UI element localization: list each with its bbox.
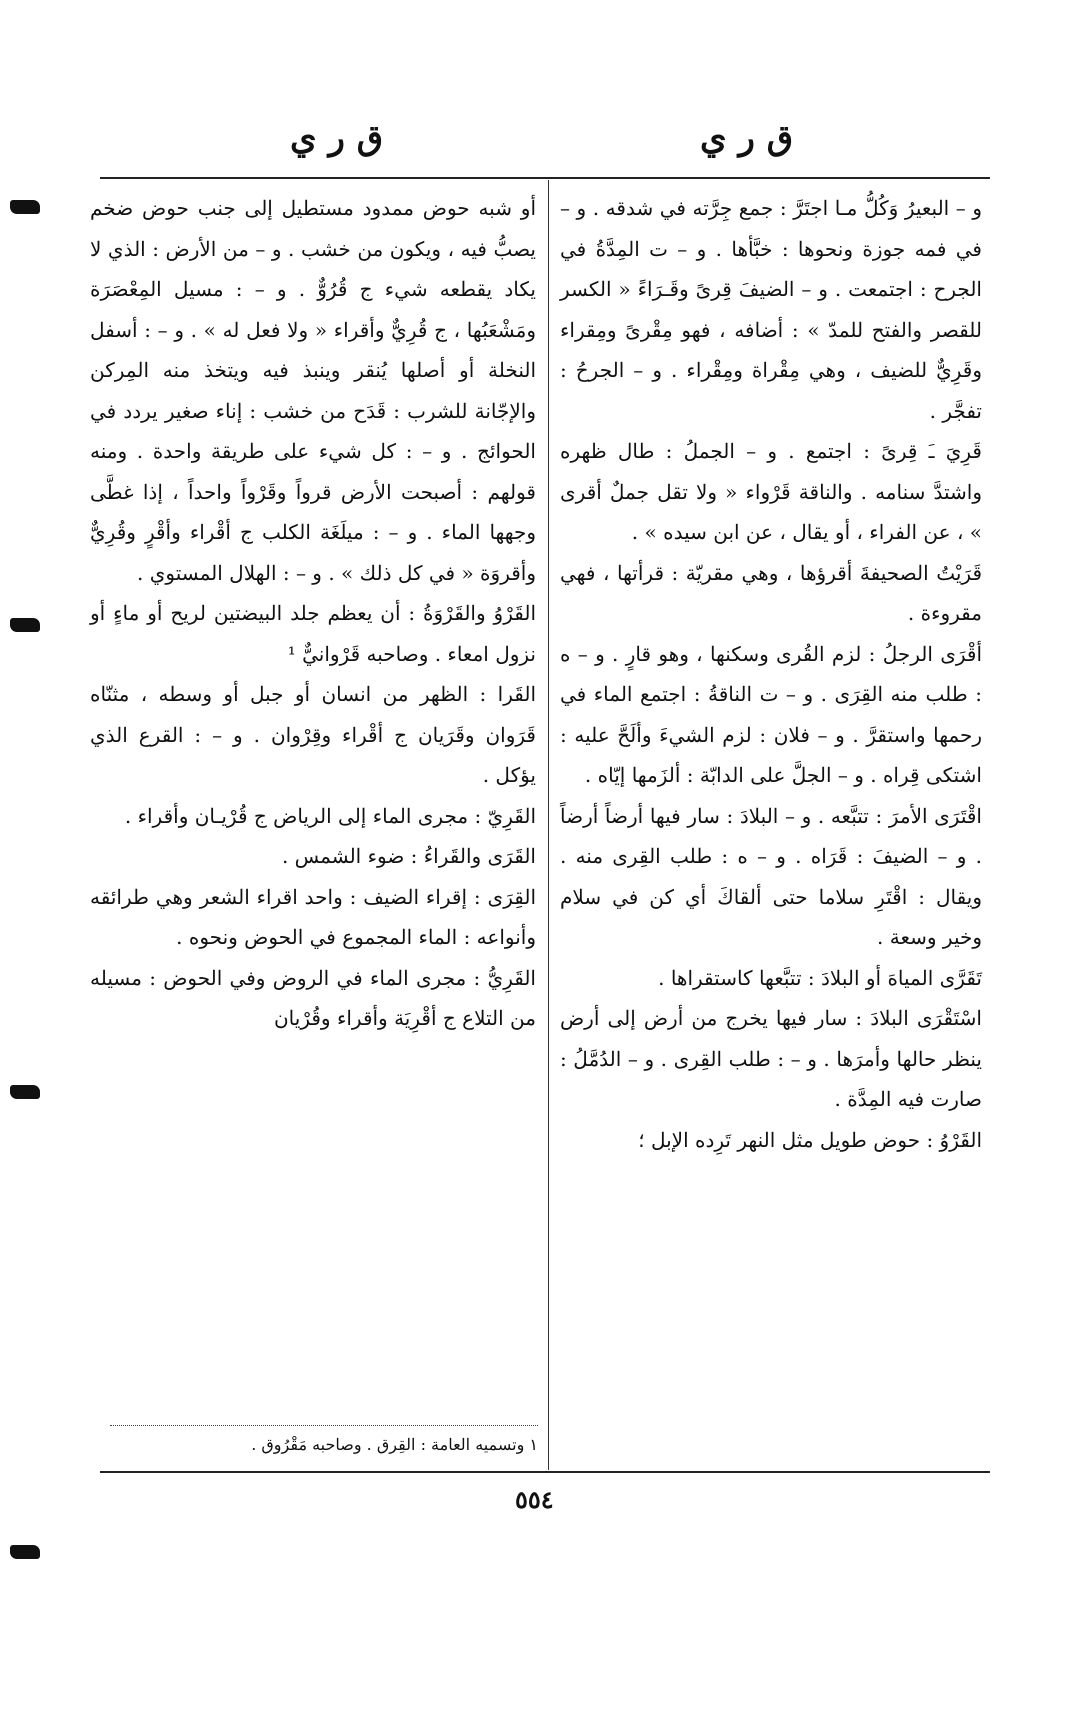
left-entry: أو شبه حوض ممدود مستطيل إلى جنب حوض ضخم يصبُّ فيه ، ويكون من خشب . و – من الأرض : الذي لا يكاد يقطعه شيء ج قُرُوٌّ . و – : مسيل المِعْصَرَة ومَشْعَبُها ، ج قُرِيٌّ وأقراء « ولا فعل له » . و – : أسفل النخلة أو أصلها يُنقر وينبذ فيه ويتخذ منه المِركن والإجّانة للشرب : قَدَح من خشب : إناء صغير يردد في الحوائج . و – : كل شيء على طريقة واحدة . ومنه قولهم : أصبحت الأرض قرواً وقَرْواً واحداً ، إذا غطَّى وجهها الماء . و – : ميلَغَة الكلب ج أقْراء وأقْرٍ وقُرِيٌّ وأقروَة « في كل ذلك » . و – : الهلال المستوي . [90, 196, 536, 585]
page-header-left: ق ر ي [290, 118, 384, 158]
right-entry: تَقَرَّى المياهَ أو البلادَ : تتبَّعها كاستقراها . [658, 965, 982, 990]
left-entry: القَرِيّ : مجرى الماء إلى الرياض ج قُرْيـان وأقراء . [124, 803, 536, 828]
left-column [90, 188, 536, 1039]
right-entry: اسْتَقْرَى البلادَ : سار فيها يخرج من أرض إلى أرض ينظر حالها وأمرَها . و – : طلب القِرى . و – الدُمَّلُ : صارت فيه المِدَّة . [560, 1006, 982, 1111]
left-entry: القَرْوُ والقَرْوَةُ : أن يعظم جلد البيضتين لريح أو ماءٍ أو نزول امعاء . وصاحبه قَرْوانيٌّ ¹ [90, 601, 536, 666]
left-entry: القَرا : الظهر من انسان أو جبل أو وسطه ، مثنّاه قَرَوان وقَرَيان ج أقْراء وقِرْوان . و – : القرع الذي يؤكل . [90, 682, 536, 787]
page-number: ٥٥٤ [515, 1485, 554, 1514]
top-rule [100, 177, 990, 179]
right-column [560, 188, 982, 1160]
margin-mark [10, 200, 40, 214]
margin-mark [10, 1085, 40, 1099]
footnote: ١ وتسميه العامة : القِرق . وصاحبه مَقْرُوق . [251, 1435, 538, 1454]
left-entry: القِرَى : إقراء الضيف : واحد اقراء الشعر وهي طرائقه وأنواعه : الماء المجموع في الحوض ونحوه . [90, 884, 536, 949]
page-header-right: ق ر ي [700, 118, 794, 158]
right-entry: القَرْوُ : حوض طويل مثل النهر تَرِده الإبل ؛ [638, 1127, 982, 1152]
footnote-rule [110, 1425, 538, 1426]
margin-mark [10, 1545, 40, 1559]
right-entry: قَرِيَ ـَ قِرىً : اجتمع . و – الجملُ : طال ظهره واشتدَّ سنامه . والناقة قَرْواء « ولا تقل جملٌ أقرى » ، عن الفراء ، أو يقال ، عن ابن سيده » . [560, 439, 982, 544]
right-entry: قَرَيْتُ الصحيفةَ أقرؤها ، وهي مقريّة : قرأتها ، فهي مقروءة . [560, 560, 982, 625]
right-entry: و – البعيرُ وَكُلُّ مـا اجتَرَّ : جمع جِرَّته في شدقه . و – في فمه جوزة ونحوها : خبَّأها . و – ت المِدَّةُ في الجرح : اجتمعت . و – الضيفَ قِرىً وقَـرَاءً « الكسر للقصر والفتح للمدّ » : أضافه ، فهو مِقْرىً ومِقراء وقَرِيٌّ للضيف ، وهي مِقْراة ومِقْراء . و – الجرحُ : تفجَّر . [560, 196, 982, 423]
left-entry: القَرِيُّ : مجرى الماء في الروض وفي الحوض : مسيله من التلاع ج أقْرِيَة وأقراء وقُرْيان [90, 965, 536, 1030]
bottom-rule [100, 1471, 990, 1473]
column-divider [548, 180, 549, 1470]
left-entry: القَرَى والقَراءُ : ضوء الشمس . [281, 844, 536, 868]
margin-mark [10, 618, 40, 632]
right-entry: اقْتَرَى الأمرَ : تتبَّعه . و – البلادَ : سار فيها أرضاً أرضاً . و – الضيفَ : قَرَاه . و – ه : طلب القِرى منه . ويقال : اقْتَرِ سلاما حتى ألقاكَ أي كن في سلام وخير وسعة . [560, 803, 982, 949]
right-entry: أقْرَى الرجلُ : لزم القُرى وسكنها ، وهو قارٍ . و – ه : طلب منه القِرَى . و – ت الناقةُ : اجتمع الماء في رحمها واستقرَّ . و – فلان : لزم الشيءَ وألَحَّ عليه : اشتكى قِراه . و – الجلَّ على الدابّة : ألزَمها إيّاه . [560, 641, 982, 787]
